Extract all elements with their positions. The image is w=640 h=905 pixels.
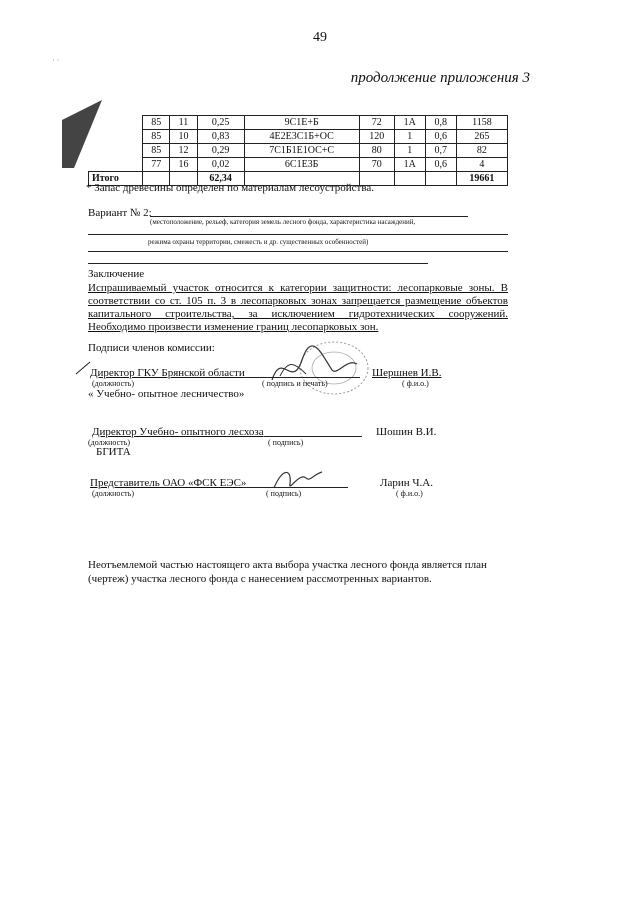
table-cell: 16 <box>170 158 197 172</box>
signer-3-sign-hint: ( подпись) <box>266 489 302 498</box>
table-cell: 12 <box>170 144 197 158</box>
table-cell: 7С1Б1Е1ОС+С <box>244 144 359 158</box>
signer-2-position: Директор Учебно- опытного лесхоза <box>92 426 264 438</box>
table-cell: 77 <box>143 158 170 172</box>
signer-1-sign-hint: ( подпись и печать) <box>262 379 328 388</box>
signer-3-name-hint: ( ф.и.о.) <box>396 489 423 498</box>
signer-1-name: Шершнев И.В. <box>372 367 442 379</box>
signer-2-sign-hint: ( подпись) <box>268 438 304 447</box>
table-total-cell: 62,34 <box>197 172 244 186</box>
signer-3-position: Представитель ОАО «ФСК ЕЭС» <box>90 477 247 489</box>
table-cell: 0,7 <box>425 144 456 158</box>
table-row <box>89 144 508 158</box>
table-cell: 120 <box>359 130 394 144</box>
signer-3-position-hint: (должность) <box>92 489 134 498</box>
conclusion-title: Заключение <box>88 268 145 280</box>
variant-hint-2: режима охраны территории, смежесть и др. существенных особенностей) <box>148 238 369 246</box>
table-cell <box>89 158 143 172</box>
signer-1-sign-line <box>242 377 360 378</box>
table-row <box>89 158 508 172</box>
page-number: 49 <box>313 30 327 45</box>
table-cell: 9С1Е+Б <box>244 116 359 130</box>
conclusion-text: Испрашиваемый участок относится к категории защитности: лесопарковые зоны. В соответствии со ст. 105 п. 3 в лесопарковых зонах запрещается размещение объектов капитального строительства, за исключением гидротехнических сооружений. Необходимо произвести изменение границ лесопарковых зон. <box>88 282 508 333</box>
table-total-cell <box>394 172 425 186</box>
table-total-cell <box>425 172 456 186</box>
signer-1-position: Директор ГКУ Брянской области <box>90 367 245 379</box>
signer-3-sign-line <box>242 487 348 488</box>
table-cell: 0,25 <box>197 116 244 130</box>
table-total-cell: Итого <box>89 172 143 186</box>
signer-1-position-cont: « Учебно- опытное лесничество» <box>88 388 245 400</box>
table-cell: 1 <box>394 144 425 158</box>
table-cell: 0,8 <box>425 116 456 130</box>
signer-2-position-hint: (должность) <box>88 438 130 447</box>
signer-2-position-cont: БГИТА <box>96 446 131 458</box>
table-cell: 1А <box>394 116 425 130</box>
table-total-cell: 19661 <box>456 172 507 186</box>
variant-label: Вариант № 2: <box>88 207 152 219</box>
table-cell: 10 <box>170 130 197 144</box>
table-cell: 1158 <box>456 116 507 130</box>
table-row <box>89 130 508 144</box>
table-cell: 4 <box>456 158 507 172</box>
signer-1-position-hint: (должность) <box>92 379 134 388</box>
table-cell: 1 <box>394 130 425 144</box>
table-cell: 0,29 <box>197 144 244 158</box>
variant-line-3 <box>88 251 508 252</box>
table-cell: 11 <box>170 116 197 130</box>
signer-2-name: Шошин В.И. <box>376 426 437 438</box>
table-cell: 80 <box>359 144 394 158</box>
table-cell: 0,6 <box>425 158 456 172</box>
table-cell: 70 <box>359 158 394 172</box>
table-cell: 85 <box>143 144 170 158</box>
table-cell: 6С1Е3Б <box>244 158 359 172</box>
table-cell: 85 <box>143 116 170 130</box>
variant-line-2 <box>88 234 508 235</box>
table-cell <box>89 144 143 158</box>
variant-line-4 <box>88 263 428 264</box>
table-cell: 265 <box>456 130 507 144</box>
round-seal-stamp <box>262 340 372 400</box>
table-cell: 0,02 <box>197 158 244 172</box>
scan-speck: · · <box>52 56 60 65</box>
table-cell <box>89 130 143 144</box>
continuation-heading: продолжение приложения 3 <box>350 70 530 86</box>
signer-3-name: Ларин Ч.А. <box>380 477 433 489</box>
table-cell: 72 <box>359 116 394 130</box>
table-row <box>89 116 508 130</box>
signer-1-name-hint: ( ф.и.о.) <box>402 379 429 388</box>
timber-stock-table <box>88 115 508 186</box>
variant-line-1 <box>150 216 468 217</box>
table-cell <box>89 116 143 130</box>
footnote: * Запас древесины определен по материалам лесоустройства. <box>86 182 375 194</box>
signatures-heading: Подписи членов комиссии: <box>88 342 215 354</box>
footer-text: Неотъемлемой частью настоящего акта выбора участка лесного фонда является план (чертеж) участка лесного фонда с нанесением рассмотренных вариантов. <box>88 559 487 585</box>
table-cell: 0,6 <box>425 130 456 144</box>
variant-hint-1: (местоположение, рельеф, категория земель лесного фонда, характеристика насаждений, <box>150 218 416 226</box>
table-cell: 4Е2Е3С1Б+ОС <box>244 130 359 144</box>
table-cell: 82 <box>456 144 507 158</box>
table-cell: 1А <box>394 158 425 172</box>
signer-2-sign-line <box>264 436 362 437</box>
table-cell: 85 <box>143 130 170 144</box>
table-cell: 0,83 <box>197 130 244 144</box>
